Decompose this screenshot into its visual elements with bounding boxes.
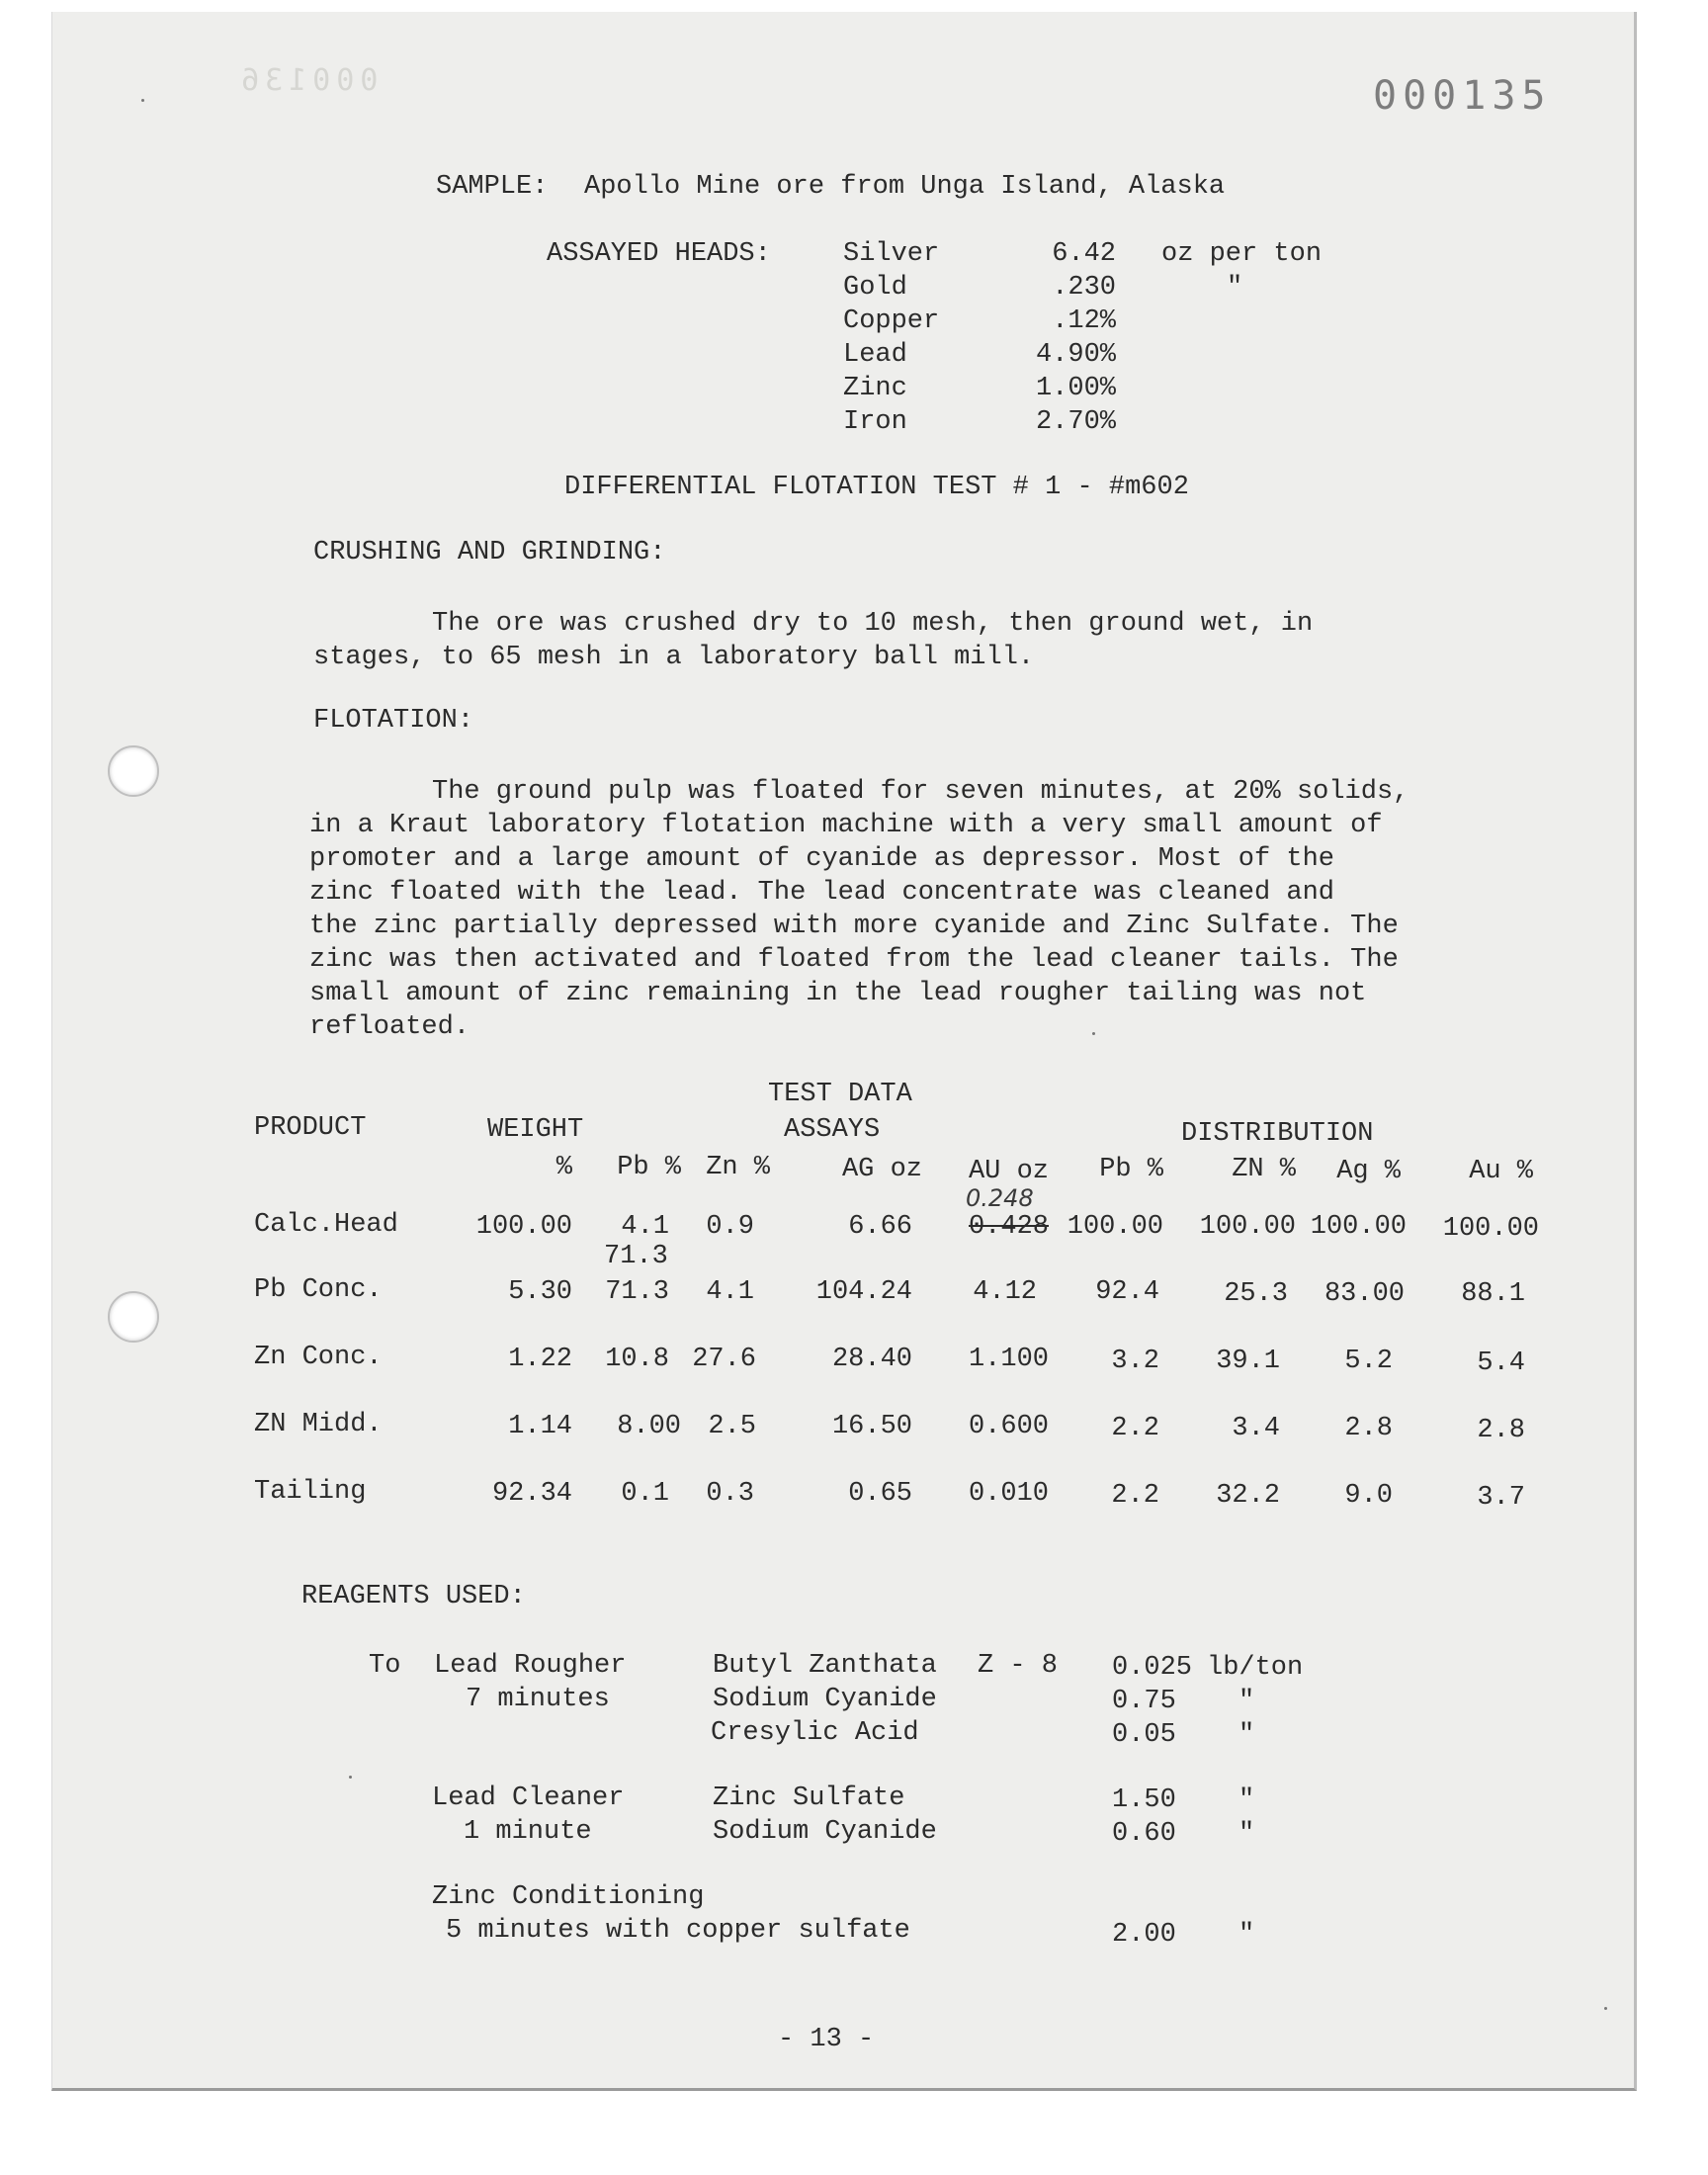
speck [1092, 1032, 1095, 1035]
cell-dzn: 32.2 [1216, 1481, 1280, 1511]
cell-pb: 8.00 [617, 1412, 681, 1441]
reagent-unit: " [1238, 1687, 1255, 1716]
cell-au: 0.428 [968, 1212, 1049, 1242]
cell-dpb: 2.2 [1111, 1481, 1159, 1511]
reagent-amount: 0.75 [1112, 1687, 1176, 1716]
cell-product: Zn Conc. [254, 1343, 383, 1372]
typed-insert: 71.3 [604, 1242, 668, 1271]
cell-zn: 4.1 [706, 1277, 754, 1307]
paragraph-line: zinc was then activated and floated from the lead cleaner tails. The [309, 945, 1399, 975]
element-name: Zinc [843, 374, 907, 403]
cell-dau: 5.4 [1477, 1348, 1525, 1378]
cell-dzn: 100.00 [1199, 1212, 1296, 1242]
paragraph-line: in a Kraut laboratory flotation machine with a very small amount of [309, 811, 1383, 840]
col-ag: AG oz [841, 1155, 922, 1184]
assayed-heads-label: ASSAYED HEADS: [547, 239, 771, 269]
stage-time: 7 minutes [466, 1685, 610, 1714]
reagent-name: Cresylic Acid [711, 1718, 919, 1748]
reagent-unit: " [1238, 1819, 1255, 1849]
reagent-amount: 0.60 [1112, 1819, 1176, 1849]
cell-pb: 10.8 [605, 1345, 669, 1374]
paragraph-line: stages, to 65 mesh in a laboratory ball mill. [313, 643, 1035, 672]
cell-au: 0.600 [968, 1412, 1049, 1441]
cell-ag: 16.50 [831, 1412, 912, 1441]
col-dpb: Pb % [1099, 1155, 1163, 1184]
cell-dau: 100.00 [1442, 1214, 1539, 1244]
cell-dzn: 39.1 [1216, 1347, 1280, 1376]
cell-weight: 1.14 [508, 1412, 572, 1441]
col-au: AU oz [968, 1157, 1049, 1186]
cell-weight: 5.30 [508, 1277, 572, 1307]
paragraph-line: zinc floated with the lead. The lead concentrate was cleaned and [309, 878, 1334, 908]
header-assays: ASSAYS [784, 1115, 881, 1145]
crushing-heading: CRUSHING AND GRINDING: [313, 538, 666, 567]
paragraph-line: The ground pulp was floated for seven minutes, at 20% solids, [432, 777, 1409, 807]
cell-dzn: 25.3 [1224, 1279, 1288, 1309]
element-value: 4.90% [1035, 340, 1116, 370]
paragraph-line: the zinc partially depressed with more cyanide and Zinc Sulfate. The [309, 912, 1399, 941]
header-weight: WEIGHT [487, 1115, 584, 1145]
stage-name: Lead Cleaner [432, 1784, 625, 1813]
cell-dau: 88.1 [1461, 1279, 1525, 1309]
element-name: Lead [843, 340, 907, 370]
cell-product: Calc.Head [254, 1210, 398, 1240]
col-pb: Pb % [617, 1153, 681, 1182]
stage-name: Lead Rougher [434, 1651, 627, 1681]
page-number: - 13 - [778, 2025, 875, 2054]
cell-dpb: 3.2 [1111, 1347, 1159, 1376]
cell-zn: 0.3 [706, 1479, 754, 1509]
reagent-unit: " [1238, 1920, 1255, 1950]
cell-ag: 28.40 [831, 1345, 912, 1374]
reagent-name: Sodium Cyanide [713, 1685, 937, 1714]
cell-dpb: 92.4 [1095, 1277, 1159, 1307]
element-unit: " [1227, 273, 1243, 303]
element-name: Copper [843, 306, 940, 336]
element-value: .230 [1052, 273, 1116, 303]
cell-dag: 83.00 [1324, 1279, 1405, 1309]
col-dau: Au % [1469, 1157, 1533, 1186]
element-unit: oz per ton [1161, 239, 1323, 269]
stage-description: 5 minutes with copper sulfate [446, 1916, 910, 1946]
cell-dpb: 100.00 [1067, 1212, 1163, 1242]
element-name: Gold [843, 273, 907, 303]
col-dzn: ZN % [1232, 1155, 1296, 1184]
stage-time: 1 minute [464, 1817, 592, 1847]
handwritten-correction: 0.248 [966, 1184, 1034, 1212]
punch-hole [108, 745, 159, 797]
cell-ag: 6.66 [848, 1212, 912, 1242]
reagent-unit: lb/ton [1207, 1653, 1304, 1683]
cell-zn: 0.9 [706, 1212, 754, 1242]
element-value: 6.42 [1052, 239, 1116, 269]
reagent-name: Butyl Zanthata [713, 1651, 937, 1681]
cell-weight: 92.34 [491, 1479, 572, 1509]
cell-product: Pb Conc. [254, 1275, 383, 1305]
cell-au: 1.100 [968, 1345, 1049, 1374]
paragraph-line: The ore was crushed dry to 10 mesh, then ground wet, in [432, 609, 1314, 639]
reagent-amount: 2.00 [1112, 1920, 1176, 1950]
reagent-amount: 1.50 [1112, 1785, 1176, 1815]
paragraph-line: promoter and a large amount of cyanide as depressor. Most of the [309, 844, 1334, 874]
test-title: DIFFERENTIAL FLOTATION TEST # 1 - #m602 [564, 473, 1189, 502]
reagents-heading: REAGENTS USED: [301, 1582, 526, 1611]
cell-au: 4.12 [973, 1277, 1037, 1307]
cell-product: Tailing [254, 1477, 367, 1507]
stage-name: Zinc Conditioning [432, 1882, 705, 1912]
cell-dag: 5.2 [1344, 1347, 1393, 1376]
speck [1604, 2007, 1607, 2010]
reagent-amount: 0.025 [1112, 1653, 1193, 1683]
cell-pb: 71.3 [605, 1277, 669, 1307]
element-value: .12% [1052, 306, 1116, 336]
cell-dau: 2.8 [1477, 1416, 1525, 1445]
reagent-unit: " [1238, 1720, 1255, 1750]
element-name: Silver [843, 239, 940, 269]
paragraph-line: refloated. [309, 1012, 470, 1042]
element-value: 2.70% [1035, 407, 1116, 437]
cell-pb: 0.1 [621, 1479, 669, 1509]
speck [349, 1776, 352, 1779]
cell-ag: 104.24 [815, 1277, 912, 1307]
cell-product: ZN Midd. [254, 1410, 383, 1439]
cell-dau: 3.7 [1477, 1483, 1525, 1513]
cell-ag: 0.65 [848, 1479, 912, 1509]
punch-hole [108, 1291, 159, 1343]
header-product: PRODUCT [254, 1113, 367, 1143]
sample-label: SAMPLE: [436, 172, 549, 202]
cell-dag: 2.8 [1344, 1414, 1393, 1443]
cell-pb: 4.1 [621, 1212, 669, 1242]
cell-zn: 2.5 [708, 1412, 756, 1441]
flotation-heading: FLOTATION: [313, 706, 474, 736]
cell-weight: 1.22 [508, 1345, 572, 1374]
speck [141, 99, 144, 102]
col-zn: Zn % [706, 1153, 770, 1182]
serial-number: 000135 [1373, 73, 1552, 119]
cell-dpb: 2.2 [1111, 1414, 1159, 1443]
reagent-name: Sodium Cyanide [713, 1817, 937, 1847]
sample-value: Apollo Mine ore from Unga Island, Alaska [584, 172, 1226, 202]
cell-dzn: 3.4 [1232, 1414, 1280, 1443]
bleed-through-number: 000136 [235, 63, 379, 98]
cell-au: 0.010 [968, 1479, 1049, 1509]
reagent-code: Z - 8 [978, 1651, 1059, 1681]
element-name: Iron [843, 407, 907, 437]
reagent-name: Zinc Sulfate [713, 1784, 905, 1813]
col-dag: Ag % [1336, 1157, 1401, 1186]
element-value: 1.00% [1035, 374, 1116, 403]
reagent-amount: 0.05 [1112, 1720, 1176, 1750]
cell-dag: 9.0 [1344, 1481, 1393, 1511]
cell-weight: 100.00 [475, 1212, 572, 1242]
document-page [51, 12, 1637, 2091]
cell-zn: 27.6 [692, 1345, 756, 1374]
cell-dag: 100.00 [1310, 1212, 1407, 1242]
header-distribution: DISTRIBUTION [1181, 1119, 1374, 1149]
paragraph-line: small amount of zinc remaining in the lead rougher tailing was not [309, 979, 1367, 1008]
reagents-to: To [369, 1651, 401, 1681]
col-weight-pct: % [555, 1153, 572, 1182]
table-title: TEST DATA [768, 1080, 912, 1109]
reagent-unit: " [1238, 1785, 1255, 1815]
